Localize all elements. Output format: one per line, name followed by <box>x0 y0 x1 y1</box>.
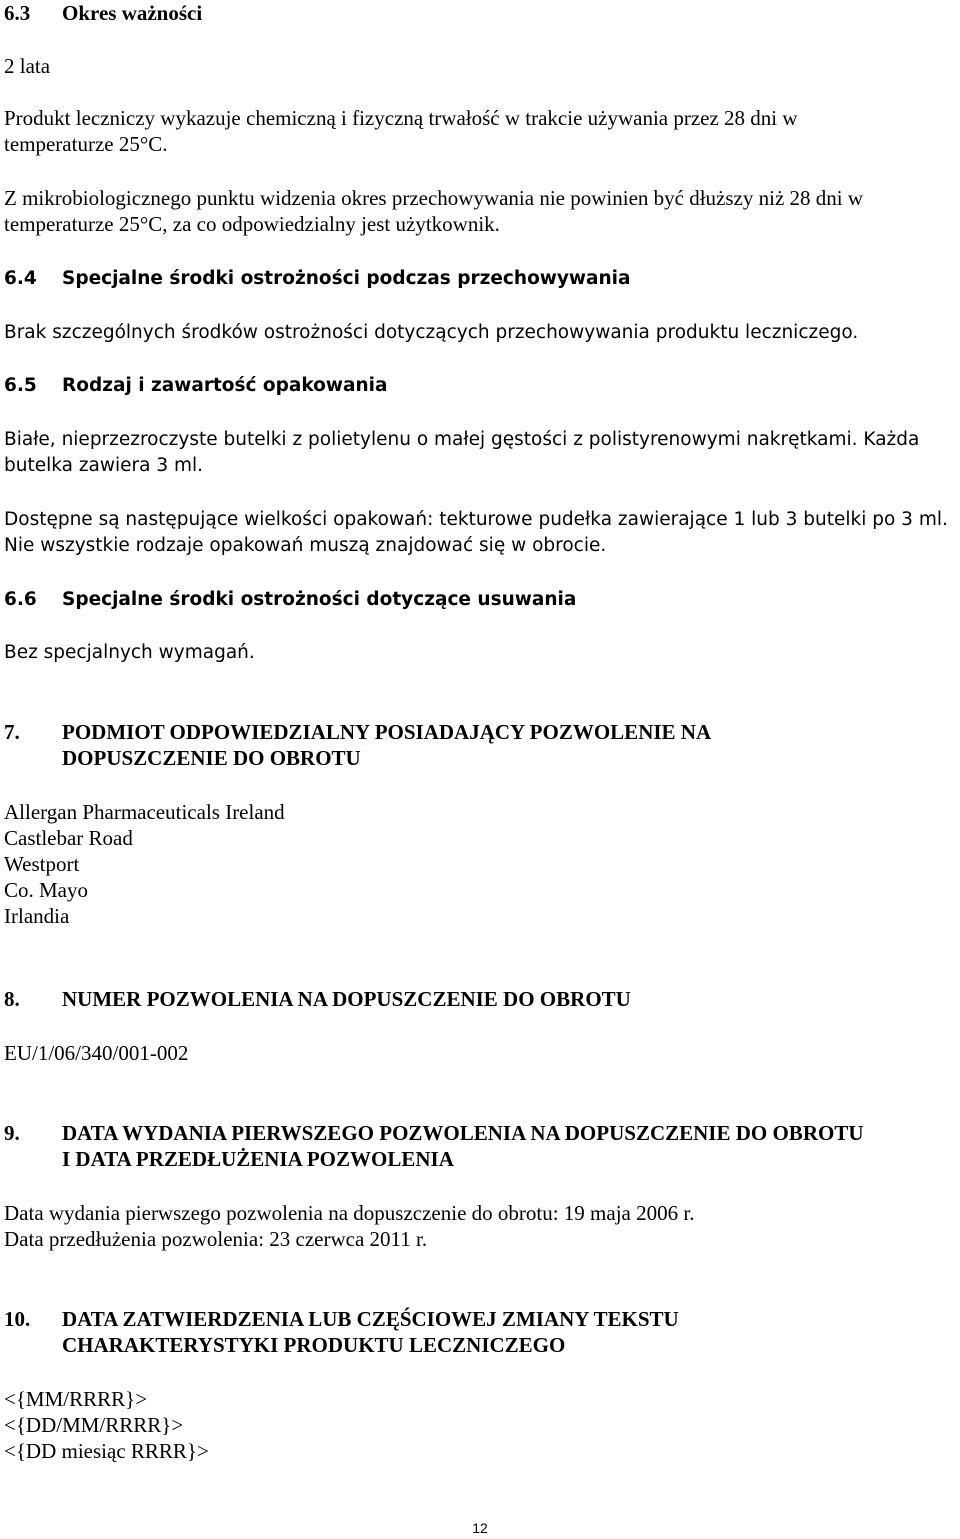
section-number: 9. <box>4 1121 20 1145</box>
text-line: Białe, nieprzezroczyste butelki z polietylenu o małej gęstości z polistyrenowymi nakrętkami. Każda <box>4 429 920 450</box>
section-number: 10. <box>4 1307 31 1331</box>
title-line: PODMIOT ODPOWIEDZIALNY POSIADAJĄCY POZWOLENIE NA <box>62 720 712 744</box>
title-line: DOPUSZCZENIE DO OBROTU <box>62 746 361 770</box>
title-line: DATA WYDANIA PIERWSZEGO POZWOLENIA NA DOPUSZCZENIE DO OBROTU <box>62 1121 864 1145</box>
revision-date-placeholders <box>4 1386 956 1464</box>
title-line: CHARAKTERYSTYKI PRODUKTU LECZNICZEGO <box>62 1333 566 1357</box>
section-title <box>62 1306 679 1358</box>
title-line: DATA ZATWIERDZENIA LUB CZĘŚCIOWEJ ZMIANY TEKSTU <box>62 1307 679 1331</box>
text-line: temperaturze 25°C, za co odpowiedzialny jest użytkownik. <box>4 212 500 236</box>
authorisation-dates <box>4 1200 956 1252</box>
section-title: NUMER POZWOLENIA NA DOPUSZCZENIE DO OBROTU <box>62 987 631 1011</box>
section-number: 6.4 <box>4 268 37 289</box>
authorisation-number: EU/1/06/340/001-002 <box>4 1041 189 1065</box>
text-line: temperaturze 25°C. <box>4 132 168 156</box>
section-title <box>62 1120 864 1172</box>
text-line: Z mikrobiologicznego punktu widzenia okres przechowywania nie powinien być dłuższy niż 28 dni w <box>4 186 864 210</box>
address-line: Allergan Pharmaceuticals Ireland <box>4 800 285 824</box>
section-title: Okres ważności <box>62 1 203 25</box>
section-6-6-text: Bez specjalnych wymagań. <box>4 642 255 663</box>
address-line: Westport <box>4 852 80 876</box>
section-number: 6.6 <box>4 589 37 610</box>
title-line: I DATA PRZEDŁUŻENIA POZWOLENIA <box>62 1147 454 1171</box>
text-line: Nie wszystkie rodzaje opakowań muszą znajdować się w obrocie. <box>4 535 607 556</box>
text-line: Produkt leczniczy wykazuje chemiczną i fizyczną trwałość w trakcie używania przez 28 dni w <box>4 106 798 130</box>
date-placeholder: <{MM/RRRR}> <box>4 1387 148 1411</box>
date-placeholder: <{DD miesiąc RRRR}> <box>4 1439 209 1463</box>
pack-sizes-text <box>4 507 956 559</box>
text-line: butelka zawiera 3 ml. <box>4 455 204 476</box>
microbio-text <box>4 185 956 237</box>
section-number: 8. <box>4 987 20 1011</box>
address-line: Castlebar Road <box>4 826 133 850</box>
section-10-heading <box>4 1306 956 1358</box>
section-7-heading <box>4 719 956 771</box>
section-number: 6.3 <box>4 1 31 25</box>
section-number: 6.5 <box>4 375 37 396</box>
date-line: Data wydania pierwszego pozwolenia na dopuszczenie do obrotu: 19 maja 2006 r. <box>4 1201 695 1225</box>
shelf-life-text: 2 lata <box>4 54 51 78</box>
section-title: Specjalne środki ostrożności podczas przechowywania <box>62 268 631 289</box>
section-title <box>62 719 711 771</box>
section-6-4-text: Brak szczególnych środków ostrożności dotyczących przechowywania produktu leczniczego. <box>4 322 859 343</box>
section-number: 7. <box>4 720 20 744</box>
address-block <box>4 799 956 929</box>
stability-text <box>4 105 956 157</box>
section-title: Specjalne środki ostrożności dotyczące usuwania <box>62 589 577 610</box>
address-line: Co. Mayo <box>4 878 88 902</box>
date-line: Data przedłużenia pozwolenia: 23 czerwca 2011 r. <box>4 1227 428 1251</box>
address-line: Irlandia <box>4 904 70 928</box>
section-9-heading <box>4 1120 956 1172</box>
text-line: Dostępne są następujące wielkości opakowań: tekturowe pudełka zawierające 1 lub 3 butelki po 3 ml. <box>4 509 948 530</box>
page-number: 12 <box>472 1520 488 1536</box>
packaging-text <box>4 427 956 479</box>
date-placeholder: <{DD/MM/RRRR}> <box>4 1413 184 1437</box>
section-title: Rodzaj i zawartość opakowania <box>62 375 388 396</box>
